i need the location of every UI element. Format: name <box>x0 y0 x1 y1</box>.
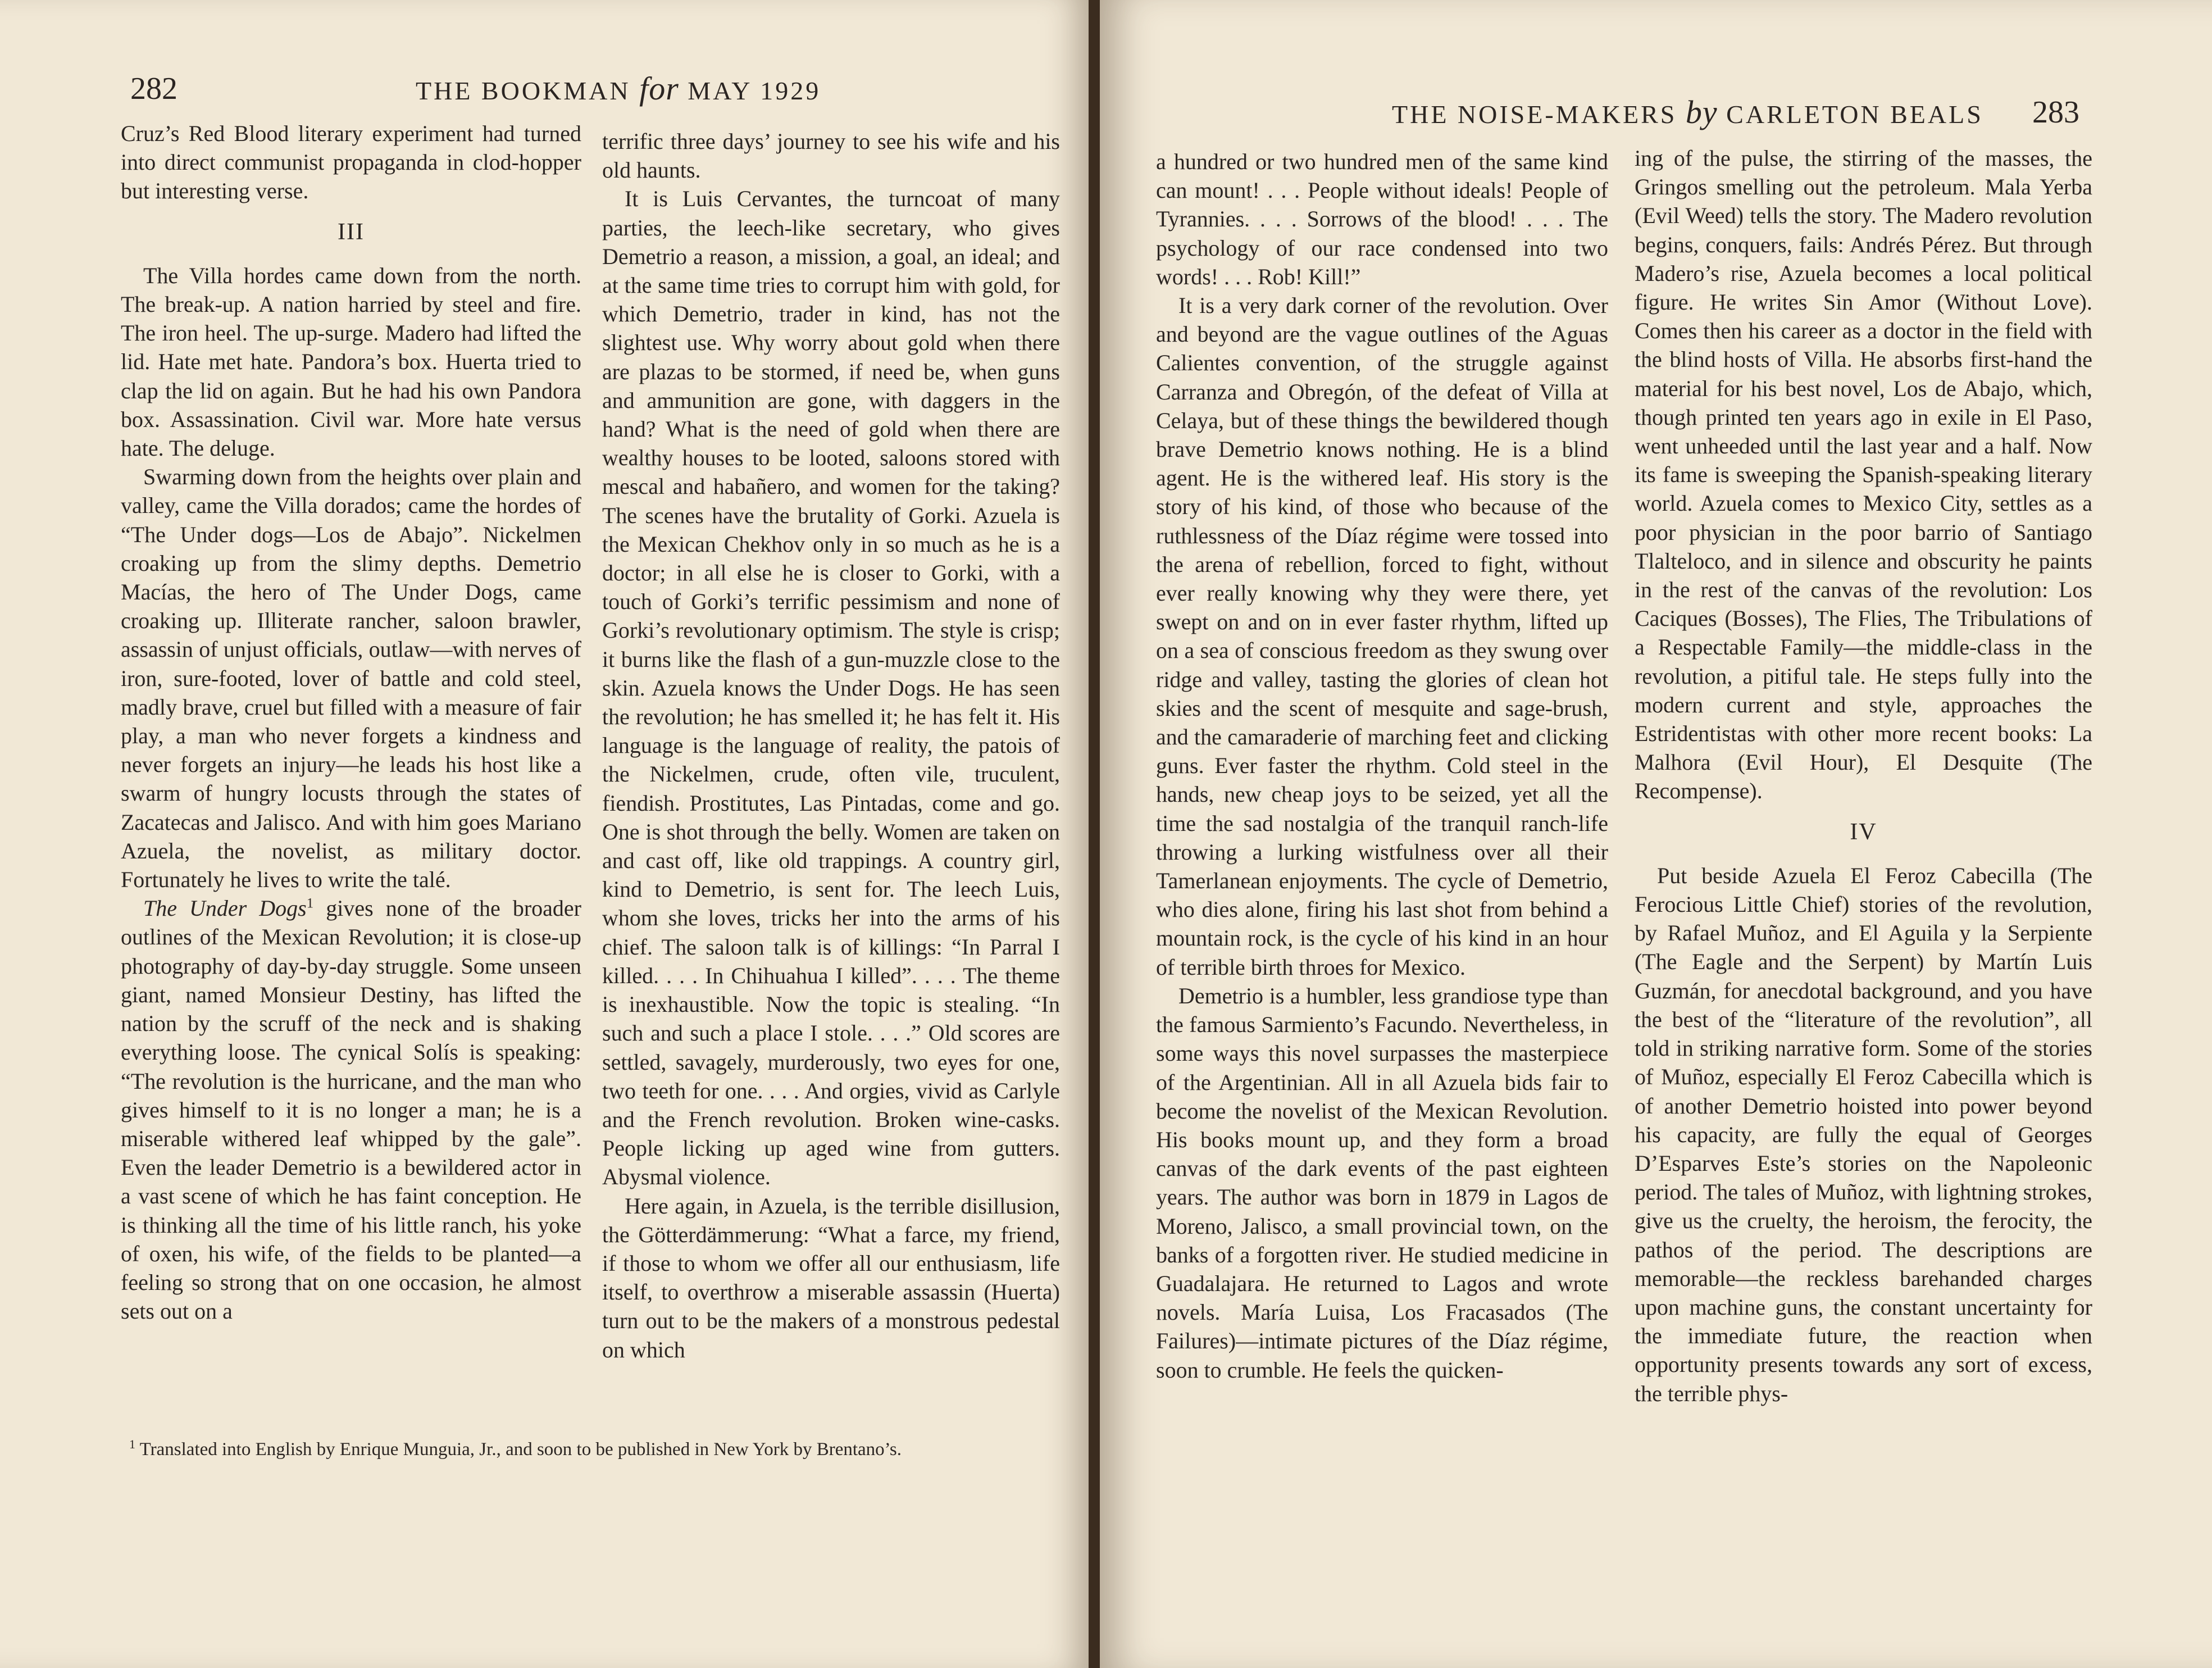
paragraph: The Villa hordes came down from the north. The break-up. A nation harried by steel and fire. The iron heel. The up-surge. Madero had lifted the lid. Hate met hate. Pandora’s box. Huerta tried to clap the lid on again. But he had his own Pandora box. Assassination. Civil war. More hate versus hate. The deluge. <box>121 262 581 461</box>
paragraph: Cruz’s Red Blood literary experiment had turned into direct communist propaganda in clod-hopper but interesting verse. <box>121 121 581 204</box>
book-title: The Under Dogs <box>143 896 307 921</box>
right-column-2 <box>1635 144 2092 1408</box>
paragraph: ing of the pulse, the stirring of the masses, the Gringos smelling out the petroleum. Mala Yerba (Evil Weed) tells the story. The Madero revolution begins, conquers, fails: Andrés Pérez. But through Madero’s rise, Azuela becomes a local political figure. He writes Sin Amor (Without Love). Comes then his career as a doctor in the field with the blind hosts of Villa. He absorbs first-hand the material for his best novel, Los de Abajo, which, though printed ten years ago in exile in El Paso, went unheeded until the last year and a half. Now its fame is sweeping the Spanish-speaking literary world. Azuela comes to Mexico City, settles as a poor physician in the poor barrio of Santiago Tlalteloco, and in silence and obscurity he paints in the rest of the canvas of the revolution: Los Caciques (Bosses), The Flies, The Tribulations of a Respectable Family—the middle-class in the revolution, a pitiful tale. He steps fully into the modern current and style, approaches the Estridentistas with other more recent books: La Malhora (Evil Hour), El Desquite (The Recompense). <box>1635 146 2092 804</box>
left-page-number: 282 <box>130 71 177 106</box>
left-column-1 <box>121 119 581 1325</box>
paragraph: It is Luis Cervantes, the turncoat of many parties, the leech-like secretary, who gives Demetrio a reason, a mission, a goal, an ideal; and at the same time tries to corrupt him with gold, for which Demetrio, trader in kind, has not the slightest use. Why worry about gold when there are plazas to be stormed, if need be, when guns and ammunition are gone, with daggers in the hand? What is the need of gold when there are wealthy houses to be looted, saloons stored with mescal and habañero, and women for the taking? The scenes have the brutality of Gorki. Azuela is the Mexican Chekhov only in so much as he is a doctor; in all else he is closer to Gorki, with a touch of Gorki’s terrific pessimism and none of Gorki’s revolutionary optimism. The style is crisp; it burns like the flash of a gun-muzzle close to the skin. Azuela knows the Under Dogs. He has seen the revolution; he has smelled it; he has felt it. His language is the language of reality, the patois of the Nickelmen, crude, often vile, truculent, fiendish. Prostitutes, Las Pintadas, come and go. One is shot through the belly. Women are taken on and cast off, like old trappings. A country girl, kind to Demetrio, is sent for. The leech Luis, whom she loves, tricks her into the arms of his chief. The saloon talk is of killings: “In Parral I killed. . . . In Chihuahua I killed”. . . . The theme is inexhaustible. Now the topic is stealing. “In such and such a place I stole. . . .” Old scores are settled, savagely, murderously, two eyes for one, two teeth for one. . . . And orgies, vivid as Carlyle and the French revolution. Broken wine-casks. People licking up aged wine from gutters. Abysmal violence. <box>602 186 1060 1190</box>
paragraph: The Under Dogs$^1$ gives none of the broader outlines of the Mexican Revolution; it is close-up photography of day-by-day struggle. Some unseen giant, named Monsieur Destiny, has lifted the nation by the scruff of the neck and is shaking everything loose. The cynical Solís is speaking: “The revolution is the hurricane, and the man who gives himself to it is no longer a man; he is a miserable withered leaf whipped by the gale”. Even the leader Demetrio is a bewildered actor in a vast scene of which he has faint conception. He is thinking all the time of his little ranch, his yoke of oxen, his wife, of the fields to be planted—a feeling so strong that on one occasion, he almost sets out on a <box>121 896 581 1324</box>
footnote-ref: 1 <box>306 896 314 911</box>
right-running-head: THE NOISE-MAKERS by CARLETON BEALS <box>1392 94 1983 130</box>
section-heading: IV <box>1850 819 1877 845</box>
paragraph: It is a very dark corner of the revolution. Over and beyond are the vague outlines of the Aguas Calientes convention, of the struggle against Carranza and Obregón, of the defeat of Villa at Celaya, but of these things the bewildered though brave Demetrio knows nothing. He is a blind agent. He is the withered leaf. His story is the story of his kind, of those who because of the ruthlessness of the Díaz régime were tossed into the arena of rebellion, forced to fight, without ever really knowing why they were there, yet swept on and on in ever faster rhythm, lifted up on a sea of conscious freedom as they swung over ridge and valley, tasting the glories of clean hot skies and the scent of mesquite and sage-brush, and the camaraderie of marching feet and clicking guns. Ever faster the rhythm. Cold steel in the hands, new cheap joys to be seized, yet all the time the sad nostalgia of the tranquil ranch-life throwing a lurking wistfulness over all their Tamerlanean enjoyments. The cycle of Demetrio, who dies alone, firing his last shot from behind a mountain rock, is the cycle of his kind in an hour of terrible birth throes for Mexico. <box>1156 293 1608 980</box>
right-page-number: 283 <box>2032 95 2079 130</box>
paragraph: Demetrio is a humbler, less grandiose type than the famous Sarmiento’s Facundo. Nevertheless, in some ways this novel surpasses the masterpiece of the Argentinian. All in all Azuela bids fair to become the novelist of the Mexican Revolution. His books mount up, and they form a broad canvas of the dark events of the past eighteen years. The author was born in 1879 in Lagos de Moreno, Jalisco, a small provincial town, on the banks of a forgotten river. He studied medicine in Guadalajara. He returned to Lagos and wrote novels. María Luisa, Los Fracasados (The Failures)—intimate pictures of the Díaz régime, soon to crumble. He feels the quicken- <box>1156 983 1608 1383</box>
book-gutter <box>1089 0 1100 1668</box>
paragraph: a hundred or two hundred men of the same kind can mount! . . . People without ideals! People of Tyrannies. . . . Sorrows of the blood! . . . The psychology of our race condensed into two words! . . . Rob! Kill!” <box>1156 149 1608 289</box>
left-running-head: THE BOOKMAN for MAY 1929 <box>416 70 821 107</box>
paragraph: Here again, in Azuela, is the terrible disillusion, the Götterdämmerung: “What a farce, my friend, if those to whom we offer all our enthusiasm, life itself, to overthrow a miserable assassin (Huerta) turn out to be the makers of a monstrous pedestal on which <box>602 1193 1060 1362</box>
footnote: $^1$ Translated into English by Enrique Munguia, Jr., and soon to be published in New York by Brentano’s. <box>129 1437 902 1460</box>
paragraph: Swarming down from the heights over plain and valley, came the Villa dorados; came the hordes of “The Under dogs—Los de Abajo”. Nickelmen croaking up from the slimy depths. Demetrio Macías, the hero of The Under Dogs, came croaking up. Illiterate rancher, saloon brawler, assassin of unjust officials, outlaw—with nerves of iron, sure-footed, lover of battle and cold steel, madly brave, cruel but filled with a measure of fair play, a man who never forgets a kindness and never forgets an injury—he leads his host like a swarm of hungry locusts through the states of Zacatecas and Jalisco. And with him goes Mariano Azuela, the novelist, as military doctor. Fortunately he lives to write the talé. <box>121 464 581 893</box>
section-heading: III <box>338 219 365 245</box>
right-column-1 <box>1156 147 1608 1384</box>
left-page <box>0 0 1089 1668</box>
left-column-2 <box>602 127 1060 1364</box>
right-page <box>1100 0 2212 1668</box>
paragraph: terrific three days’ journey to see his wife and his old haunts. <box>602 129 1060 183</box>
paragraph: Put beside Azuela El Feroz Cabecilla (The Ferocious Little Chief) stories of the revolution, by Rafael Muñoz, and El Aguila y la Serpiente (The Eagle and the Serpent) by Martín Luis Guzmán, for anecdotal background, and you have the best of the “literature of the revolution”, all told in striking narrative form. Some of the stories of Muñoz, especially El Feroz Cabecilla which is of another Demetrio hoisted into power beyond his capacity, are fully the equal of Georges D’Esparves Este’s stories on the Napoleonic period. The tales of Muñoz, with lightning strokes, give us the cruelty, the heroism, the ferocity, the pathos of the period. The descriptions are memorable—the reckless barehanded charges upon machine guns, the constant uncertainty for the immediate future, the reaction when opportunity presents towards any sort of excess, the terrible phys- <box>1635 862 2092 1406</box>
